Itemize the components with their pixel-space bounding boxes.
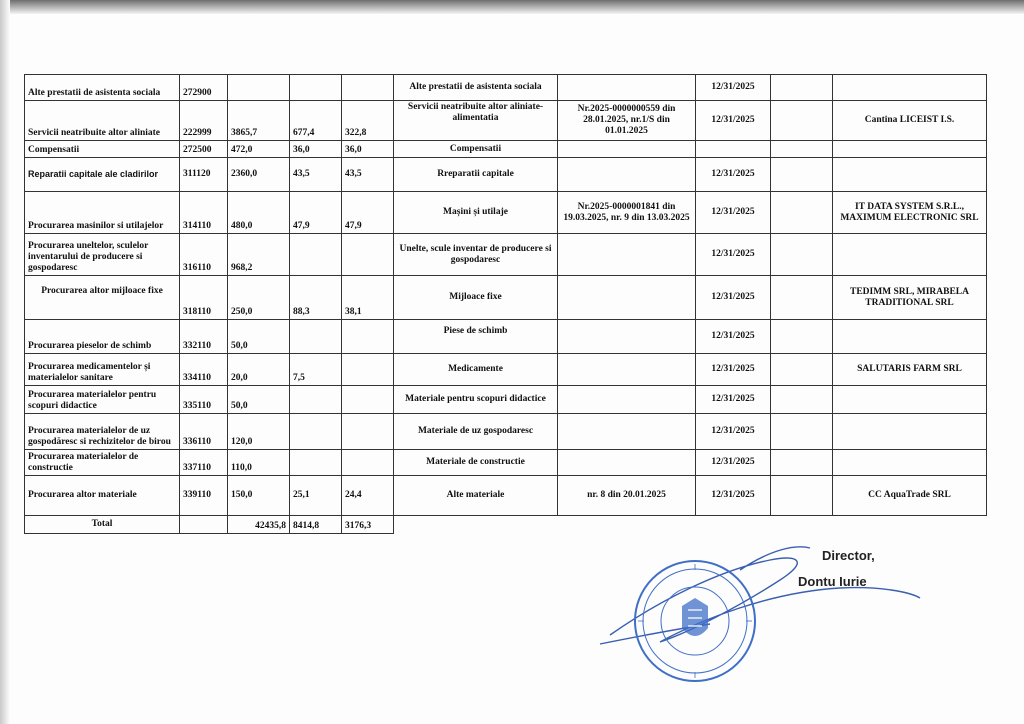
value-approved: 120,0	[228, 414, 290, 450]
item-code: 332110	[180, 320, 228, 354]
value-contracted	[290, 386, 342, 414]
date: 12/31/2025	[696, 320, 771, 354]
value-approved: 968,2	[228, 234, 290, 276]
date: 12/31/2025	[696, 414, 771, 450]
total-row	[25, 516, 987, 534]
contract	[558, 141, 696, 158]
value-contracted	[290, 75, 342, 101]
item-code: 337110	[180, 450, 228, 476]
item-name: Procurarea masinilor si utilajelor	[25, 192, 180, 234]
contract	[558, 75, 696, 101]
supplier	[833, 141, 987, 158]
table-row	[25, 158, 987, 192]
empty-cell	[771, 192, 833, 234]
value-approved: 110,0	[228, 450, 290, 476]
contract: nr. 8 din 20.01.2025	[558, 476, 696, 516]
value-contracted: 36,0	[290, 141, 342, 158]
date: 12/31/2025	[696, 276, 771, 320]
value-contracted	[290, 320, 342, 354]
value-executed	[342, 450, 394, 476]
category: Mijloace fixe	[394, 276, 558, 320]
item-name: Procurarea uneltelor, sculelor inventarului de producere si gospodaresc	[25, 234, 180, 276]
scan-shadow	[0, 0, 1024, 14]
value-approved: 250,0	[228, 276, 290, 320]
value-contracted: 677,4	[290, 101, 342, 141]
value-approved: 472,0	[228, 141, 290, 158]
table-row	[25, 414, 987, 450]
empty-cell	[771, 75, 833, 101]
supplier: CC AquaTrade SRL	[833, 476, 987, 516]
budget-table-sheet	[24, 74, 986, 534]
item-code: 339110	[180, 476, 228, 516]
category: Materiale pentru scopuri didactice	[394, 386, 558, 414]
value-executed	[342, 414, 394, 450]
supplier: Cantina LICEIST I.S.	[833, 101, 987, 141]
date: 12/31/2025	[696, 75, 771, 101]
value-approved: 2360,0	[228, 158, 290, 192]
item-name: Servicii neatribuite altor aliniate	[25, 101, 180, 141]
date: 12/31/2025	[696, 158, 771, 192]
contract	[558, 158, 696, 192]
value-executed	[342, 234, 394, 276]
category: Alte materiale	[394, 476, 558, 516]
empty-cell	[771, 320, 833, 354]
value-contracted: 47,9	[290, 192, 342, 234]
value-executed: 43,5	[342, 158, 394, 192]
blank	[833, 516, 987, 534]
value-approved: 50,0	[228, 386, 290, 414]
supplier: SALUTARIS FARM SRL	[833, 354, 987, 386]
contract	[558, 354, 696, 386]
table-row	[25, 386, 987, 414]
budget-table	[24, 74, 987, 534]
item-name: Compensatii	[25, 141, 180, 158]
value-executed	[342, 320, 394, 354]
item-code: 316110	[180, 234, 228, 276]
value-contracted: 43,5	[290, 158, 342, 192]
date: 12/31/2025	[696, 234, 771, 276]
value-executed	[342, 386, 394, 414]
table-row	[25, 101, 987, 141]
item-code: 272500	[180, 141, 228, 158]
table-row	[25, 354, 987, 386]
category: Compensatii	[394, 141, 558, 158]
item-name: Reparatii capitale ale cladirilor	[25, 158, 180, 192]
value-executed	[342, 75, 394, 101]
category: Alte prestatii de asistenta sociala	[394, 75, 558, 101]
date: 12/31/2025	[696, 101, 771, 141]
empty-cell	[771, 276, 833, 320]
value-contracted	[290, 414, 342, 450]
supplier	[833, 414, 987, 450]
supplier	[833, 450, 987, 476]
table-row	[25, 234, 987, 276]
empty-cell	[771, 101, 833, 141]
supplier	[833, 320, 987, 354]
empty-cell	[771, 234, 833, 276]
value-contracted: 25,1	[290, 476, 342, 516]
value-approved	[228, 75, 290, 101]
item-name: Procurarea medicamentelor și materialelor sanitare	[25, 354, 180, 386]
empty-cell	[771, 354, 833, 386]
item-name: Procurarea pieselor de schimb	[25, 320, 180, 354]
category: Unelte, scule inventar de producere si gospodaresc	[394, 234, 558, 276]
empty-cell	[771, 386, 833, 414]
category: Piese de schimb	[394, 320, 558, 354]
date: 12/31/2025	[696, 354, 771, 386]
contract	[558, 414, 696, 450]
item-code: 318110	[180, 276, 228, 320]
value-executed: 38,1	[342, 276, 394, 320]
supplier: IT DATA SYSTEM S.R.L., MAXIMUM ELECTRONIC SRL	[833, 192, 987, 234]
blank	[558, 516, 696, 534]
table-row	[25, 476, 987, 516]
contract	[558, 386, 696, 414]
category: Materiale de uz gospodaresc	[394, 414, 558, 450]
value-executed: 24,4	[342, 476, 394, 516]
value-approved: 150,0	[228, 476, 290, 516]
date: 12/31/2025	[696, 476, 771, 516]
item-code: 314110	[180, 192, 228, 234]
date	[696, 141, 771, 158]
item-name: Procurarea altor materiale	[25, 476, 180, 516]
date: 12/31/2025	[696, 386, 771, 414]
item-name: Procurarea materialelor pentru scopuri didactice	[25, 386, 180, 414]
table-row	[25, 320, 987, 354]
table-row	[25, 276, 987, 320]
supplier	[833, 158, 987, 192]
supplier: TEDIMM SRL, MIRABELA TRADITIONAL SRL	[833, 276, 987, 320]
item-code: 336110	[180, 414, 228, 450]
value-contracted	[290, 450, 342, 476]
empty-cell	[771, 476, 833, 516]
contract: Nr.2025-0000001841 din 19.03.2025, nr. 9 din 13.03.2025	[558, 192, 696, 234]
category: Mașini și utilaje	[394, 192, 558, 234]
supplier	[833, 75, 987, 101]
value-approved: 50,0	[228, 320, 290, 354]
table-row	[25, 450, 987, 476]
supplier	[833, 234, 987, 276]
total-code-empty	[180, 516, 228, 534]
empty-cell	[771, 141, 833, 158]
date: 12/31/2025	[696, 450, 771, 476]
item-name: Procurarea materialelor de uz gospodăresc si rechizitelor de birou	[25, 414, 180, 450]
value-approved: 3865,7	[228, 101, 290, 141]
value-executed: 322,8	[342, 101, 394, 141]
item-code: 334110	[180, 354, 228, 386]
scan-edge	[0, 0, 10, 724]
contract: Nr.2025-0000000559 din 28.01.2025, nr.1/S din 01.01.2025	[558, 101, 696, 141]
value-executed: 47,9	[342, 192, 394, 234]
value-approved: 20,0	[228, 354, 290, 386]
official-stamp	[630, 556, 760, 686]
contract	[558, 450, 696, 476]
date: 12/31/2025	[696, 192, 771, 234]
value-executed	[342, 354, 394, 386]
total-approved: 42435,8	[228, 516, 290, 534]
category: Materiale de constructie	[394, 450, 558, 476]
value-contracted	[290, 234, 342, 276]
empty-cell	[771, 158, 833, 192]
total-executed: 3176,3	[342, 516, 394, 534]
contract	[558, 320, 696, 354]
item-name: Procurarea materialelor de constructie	[25, 450, 180, 476]
category: Medicamente	[394, 354, 558, 386]
contract	[558, 276, 696, 320]
director-name: Dontu Iurie	[798, 574, 867, 589]
value-executed: 36,0	[342, 141, 394, 158]
item-code: 222999	[180, 101, 228, 141]
value-contracted: 88,3	[290, 276, 342, 320]
item-code: 311120	[180, 158, 228, 192]
total-contracted: 8414,8	[290, 516, 342, 534]
item-code: 335110	[180, 386, 228, 414]
blank	[696, 516, 771, 534]
value-approved: 480,0	[228, 192, 290, 234]
value-contracted: 7,5	[290, 354, 342, 386]
empty-cell	[771, 414, 833, 450]
total-label: Total	[25, 516, 180, 534]
table-row	[25, 75, 987, 101]
item-name: Procurarea altor mijloace fixe	[25, 276, 180, 320]
item-name: Alte prestatii de asistenta sociala	[25, 75, 180, 101]
item-code: 272900	[180, 75, 228, 101]
table-row	[25, 192, 987, 234]
supplier	[833, 386, 987, 414]
table-row	[25, 141, 987, 158]
blank	[771, 516, 833, 534]
contract	[558, 234, 696, 276]
category: Rreparatii capitale	[394, 158, 558, 192]
empty-cell	[771, 450, 833, 476]
category: Servicii neatribuite altor aliniate-alimentatia	[394, 101, 558, 141]
director-title: Director,	[822, 548, 875, 563]
blank	[394, 516, 558, 534]
